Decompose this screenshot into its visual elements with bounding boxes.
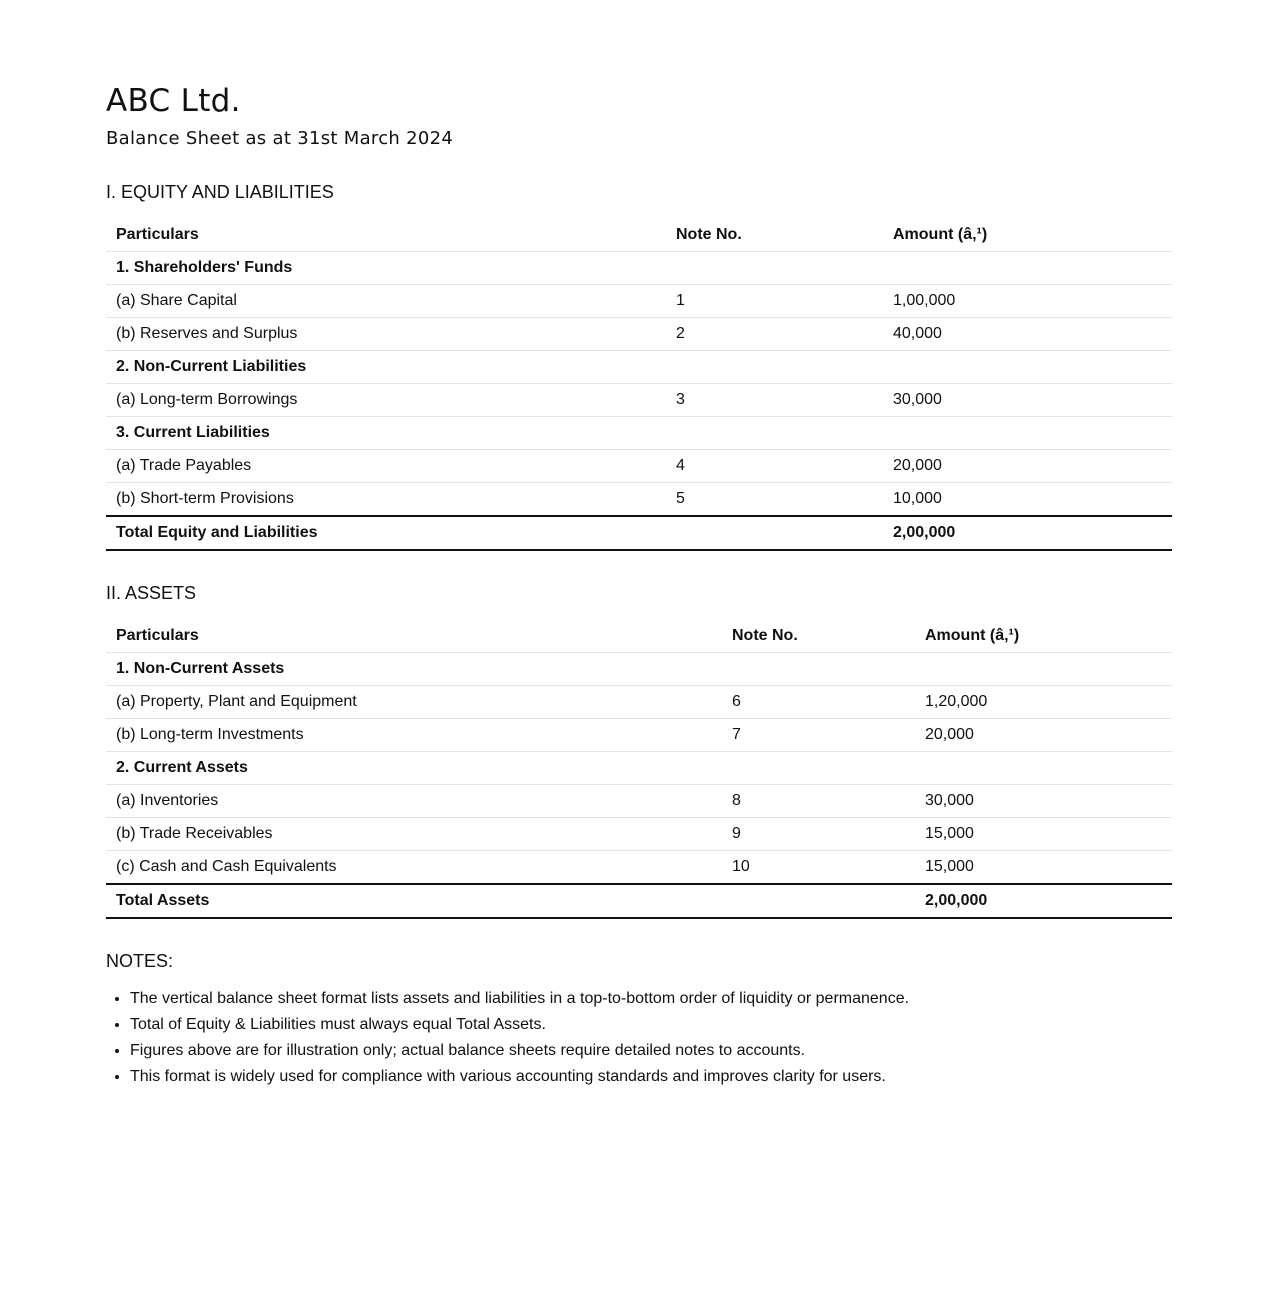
- amount: 1,20,000: [915, 686, 1172, 719]
- column-header-particulars: Particulars: [106, 620, 722, 653]
- amount: 30,000: [883, 384, 1172, 417]
- note-number: 4: [666, 450, 883, 483]
- line-item-name: (b) Trade Receivables: [106, 818, 722, 851]
- line-item-name: (a) Trade Payables: [106, 450, 666, 483]
- table-row: [106, 719, 1172, 752]
- amount: 20,000: [883, 450, 1172, 483]
- group-label: 1. Shareholders' Funds: [106, 252, 666, 285]
- table-row: [106, 384, 1172, 417]
- line-item-name: (b) Reserves and Surplus: [106, 318, 666, 351]
- note-number: 8: [722, 785, 915, 818]
- group-row-non-current-assets: [106, 653, 1172, 686]
- table-header-row: [106, 219, 1172, 252]
- table-row: [106, 483, 1172, 517]
- table-row: [106, 851, 1172, 885]
- table-row: [106, 285, 1172, 318]
- note-number: 5: [676, 490, 685, 507]
- total-label: Total Assets: [106, 884, 722, 918]
- amount: 15,000: [925, 858, 974, 875]
- table-row: [106, 450, 1172, 483]
- table-row: [106, 818, 1172, 851]
- table-row: [106, 785, 1172, 818]
- table-header-row: [106, 620, 1172, 653]
- column-header-particulars: Particulars: [106, 219, 666, 252]
- column-header-amount: Amount (â‚¹): [883, 219, 1172, 252]
- group-label: 1. Non-Current Assets: [106, 653, 722, 686]
- line-item-name: (c) Cash and Cash Equivalents: [116, 858, 337, 875]
- equity-liabilities-heading: I. EQUITY AND LIABILITIES: [106, 182, 334, 202]
- line-item-name: (a) Long-term Borrowings: [106, 384, 666, 417]
- total-amount: 2,00,000: [915, 884, 1172, 918]
- note-number: 1: [666, 285, 883, 318]
- group-row-non-current-liabilities: [106, 351, 1172, 384]
- amount: 10,000: [893, 490, 942, 507]
- amount: 20,000: [915, 719, 1172, 752]
- notes-heading: NOTES:: [106, 951, 174, 971]
- note-number: 7: [722, 719, 915, 752]
- total-row-assets: [106, 884, 1172, 918]
- amount: 30,000: [915, 785, 1172, 818]
- column-header-amount: Amount (â‚¹): [915, 620, 1172, 653]
- amount: 40,000: [883, 318, 1172, 351]
- line-item-name: (a) Property, Plant and Equipment: [106, 686, 722, 719]
- group-row-shareholders-funds: [106, 252, 1172, 285]
- total-row-equity-liabilities: [106, 516, 1172, 550]
- list-item: • Total of Equity & Liabilities must always equal Total Assets.: [130, 1012, 1170, 1038]
- equity-liabilities-table: [106, 219, 1172, 551]
- list-item: • The vertical balance sheet format lists assets and liabilities in a top-to-bottom order of liquidity or permanence.: [130, 986, 1170, 1012]
- amount: 15,000: [915, 818, 1172, 851]
- list-item: • Figures above are for illustration only; actual balance sheets require detailed notes to accounts.: [130, 1038, 1170, 1064]
- group-row-current-assets: [106, 752, 1172, 785]
- table-row: [106, 318, 1172, 351]
- total-amount: 2,00,000: [883, 516, 1172, 550]
- group-label: 3. Current Liabilities: [106, 417, 666, 450]
- assets-heading: II. ASSETS: [106, 583, 197, 603]
- company-name: ABC Ltd.: [106, 83, 241, 119]
- list-item: • This format is widely used for compliance with various accounting standards and improves clarity for users.: [130, 1064, 1170, 1090]
- group-label: 2. Current Assets: [106, 752, 722, 785]
- column-header-note: Note No.: [722, 620, 915, 653]
- line-item-name: (a) Inventories: [106, 785, 722, 818]
- amount: 1,00,000: [883, 285, 1172, 318]
- total-label: Total Equity and Liabilities: [106, 516, 666, 550]
- line-item-name: (b) Short-term Provisions: [116, 490, 294, 507]
- note-number: 6: [722, 686, 915, 719]
- column-header-note: Note No.: [666, 219, 883, 252]
- note-number: 3: [666, 384, 883, 417]
- statement-title: Balance Sheet as at 31st March 2024: [106, 128, 454, 149]
- note-number: 10: [732, 858, 750, 875]
- group-row-current-liabilities: [106, 417, 1172, 450]
- line-item-name: (b) Long-term Investments: [106, 719, 722, 752]
- note-number: 9: [722, 818, 915, 851]
- group-label: 2. Non-Current Liabilities: [106, 351, 666, 384]
- note-number: 2: [666, 318, 883, 351]
- table-row: [106, 686, 1172, 719]
- line-item-name: (a) Share Capital: [106, 285, 666, 318]
- notes-list: [106, 986, 1170, 1090]
- assets-table: [106, 620, 1172, 919]
